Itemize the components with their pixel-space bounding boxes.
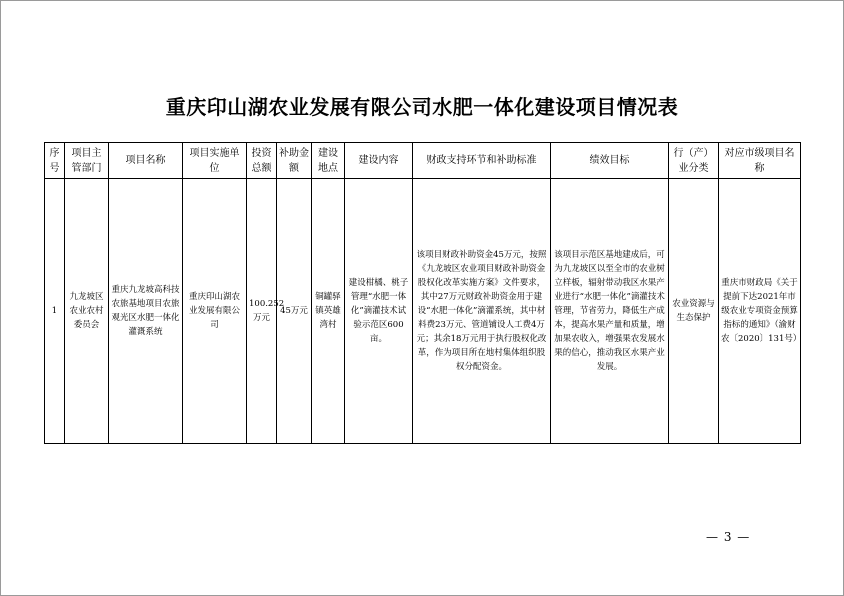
header-industry: 行（产）业分类 [669,143,719,179]
document-title: 重庆印山湖农业发展有限公司水肥一体化建设项目情况表 [165,95,679,119]
cell-unit: 重庆印山湖农业发展有限公司 [183,179,247,444]
header-name: 项目名称 [109,143,183,179]
table-header-row [45,143,801,179]
cell-invest: 100.252万元 [247,179,277,444]
header-unit: 项目实施单位 [183,143,247,179]
cell-dept: 九龙坡区农业农村委员会 [65,179,109,444]
cell-no: 1 [45,179,65,444]
cell-subsidy: 45万元 [277,179,312,444]
header-dept: 项目主管部门 [65,143,109,179]
cell-finance: 该项目财政补助资金45万元，按照《九龙坡区农业项目财政补助资金股权化改革实施方案》文件要求，其中27万元财政补助资金用于建设“水肥一体化”滴灌系统，其中材料费23万元、管道铺设人工费4万元；其余18万元用于执行股权化改革，作为项目所在地村集体组织股权分配资金。 [413,179,551,444]
project-table [44,142,801,444]
cell-location: 铜罐驿镇英雄湾村 [312,179,345,444]
header-source: 对应市级项目名称 [719,143,801,179]
header-subsidy: 补助金额 [277,143,312,179]
page-number: — 3 — [706,530,751,544]
header-invest: 投资总额 [247,143,277,179]
header-content: 建设内容 [345,143,413,179]
table-row [45,179,801,444]
cell-goal: 该项目示范区基地建成后，可为九龙坡区以至全市的农业树立样板，辐射带动我区水果产业进行“水肥一体化”滴灌技术管理，节省劳力，降低生产成本，提高水果产量和质量，增加果农收入，增强果农发展水果的信心，推动我区水果产业发展。 [551,179,669,444]
header-location: 建设地点 [312,143,345,179]
cell-source: 重庆市财政局《关于提前下达2021年市级农业专项资金预算指标的通知》（渝财农〔2020〕131号） [719,179,801,444]
header-goal: 绩效目标 [551,143,669,179]
header-finance: 财政支持环节和补助标准 [413,143,551,179]
cell-industry: 农业资源与生态保护 [669,179,719,444]
cell-content: 建设柑橘、桃子管理“水肥一体化”滴灌技术试验示范区600亩。 [345,179,413,444]
cell-name: 重庆九龙坡高科技农旅基地项目农旅观光区水肥一体化灌溉系统 [109,179,183,444]
header-no: 序号 [45,143,65,179]
